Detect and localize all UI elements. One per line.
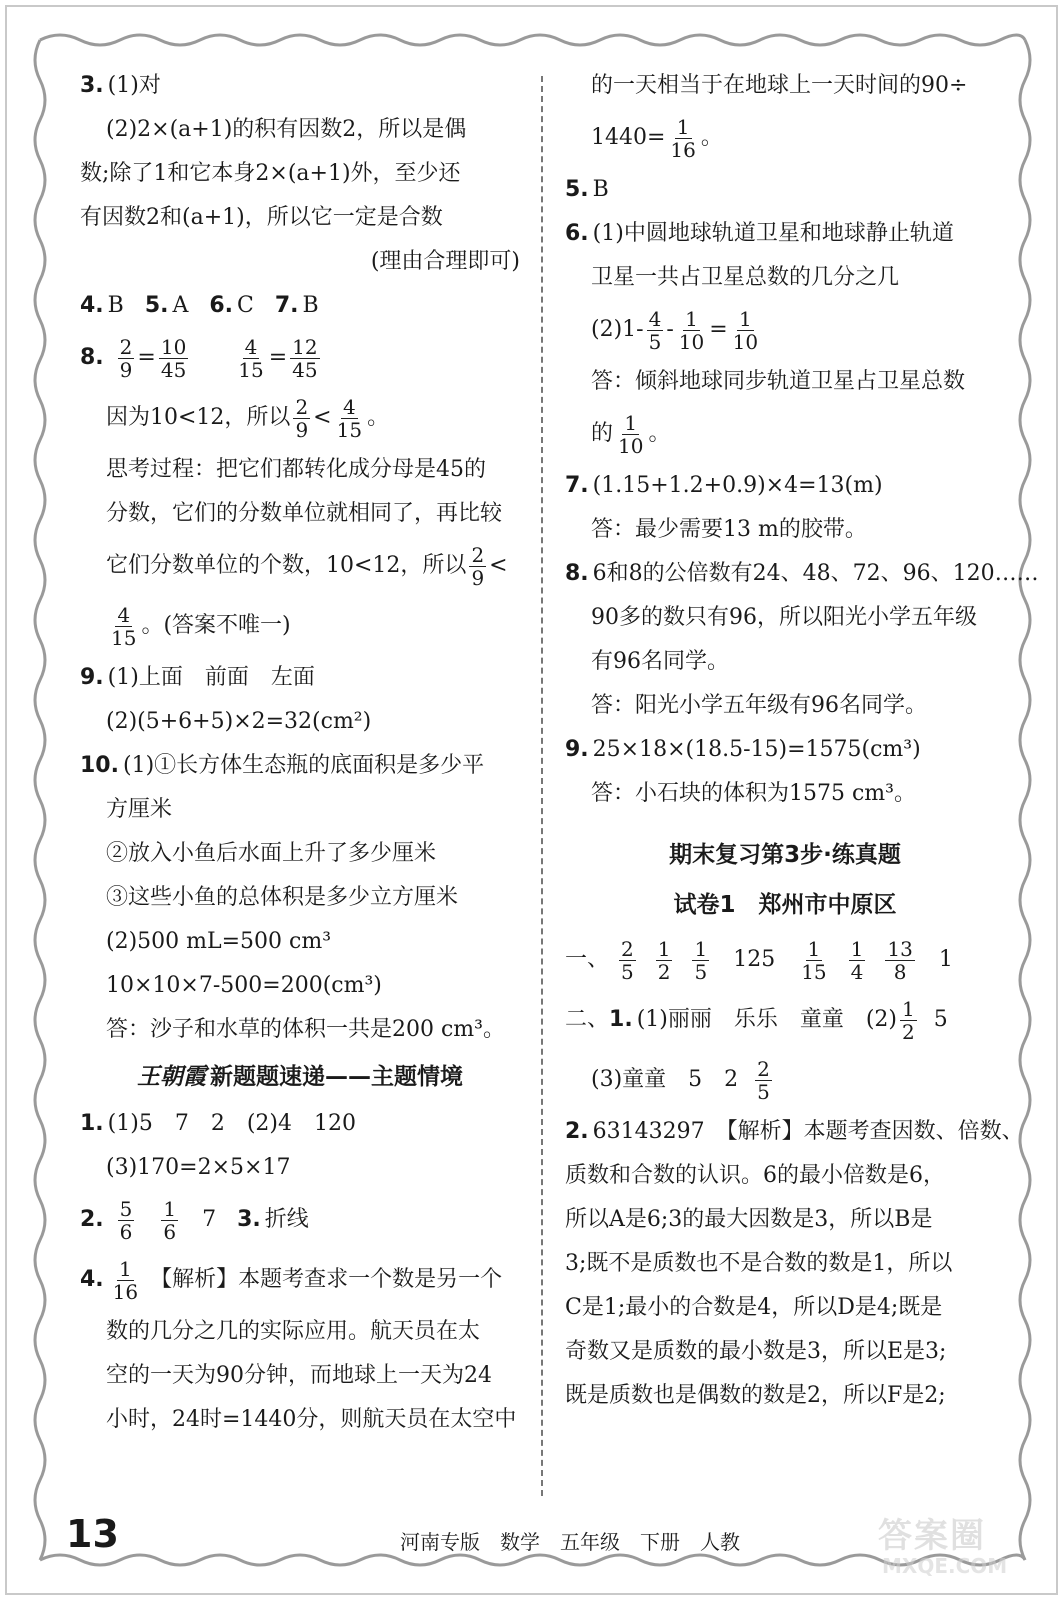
r-q6-line5: 的 $\frac{1}{10}$ 。 [591,410,671,458]
page-number: 13 [66,1512,119,1556]
q10-line6: 10×10×7-500=200(cm³) [106,973,382,998]
s2-line1: 二、1. (1)丽丽 乐乐 童童 (2) $\frac{1}{2}$ 5 [565,996,948,1044]
fraction: $\frac{1}{6}$ [163,1196,177,1244]
r-q6-line4: 答：倾斜地球同步轨道卫星占卫星总数 [591,369,966,394]
cont-line1: 的一天相当于在地球上一天时间的90÷ [591,73,968,98]
q3-line3: 数;除了1和它本身2×(a+1)外，至少还 [80,161,461,186]
review-heading: 期末复习第3步·练真题 [669,842,901,868]
n1-line2: (3)170=2×5×17 [106,1155,291,1180]
q8-line2: 因为10<12，所以 $\frac{2}{9}$ < $\frac{4}{15}$ 。 [106,394,390,442]
s2q2-line6: 奇数又是质数的最小数是3，所以E是3; [565,1339,947,1364]
fraction: $\frac{2}{5}$ [621,936,634,984]
watermark-logo: 答案圈 MXQE.COM [878,1516,1008,1578]
q10-line4: ③这些小鱼的总体积是多少立方厘米 [106,885,459,910]
fraction: $\frac{2}{9}$ [471,542,485,590]
r-q6-line3: (2)1- $\frac{4}{5}$ - $\frac{1}{10}$ = $\frac{1}{10}$ [591,306,759,354]
fraction: $\frac{5}{6}$ [119,1196,133,1244]
q8-think3: 它们分数单位的个数，10<12，所以 $\frac{2}{9}$ < [106,542,508,590]
n2-line: 2. $\frac{5}{6}$ $\frac{1}{6}$ 7 3. 折线 [80,1196,309,1244]
fraction: $\frac{2}{9}$ [295,394,309,442]
r-q9-line2: 答：小石块的体积为1575 cm³。 [591,781,916,806]
n1-line1: 1. (1)5 7 2 (2)4 120 [80,1111,356,1136]
r-q6-line1: 6. (1)中圆地球轨道卫星和地球静止轨道 [565,221,954,246]
q10-line3: ②放入小鱼后水面上升了多少厘米 [106,841,437,866]
right-column [565,64,1039,1418]
q3-line2: (2)2×(a+1)的积有因数2，所以是偶 [106,117,467,142]
mc-answers: 4. B 5. A 6. C 7. B [80,293,319,318]
s2q2-line4: 3;既不是质数也不是合数的数是1，所以 [565,1251,953,1276]
fraction: $\frac{4}{15}$ [336,394,363,442]
q10-line5: (2)500 mL=500 cm³ [106,929,332,954]
q3-note: (理由合理即可) [370,249,520,274]
fraction: $\frac{4}{15}$ [238,334,264,382]
s2q2-line5: C是1;最小的合数是4，所以D是4;既是 [565,1295,943,1320]
r-q7-line2: 答：最少需要13 m的胶带。 [591,517,867,542]
cont-line2: 1440= $\frac{1}{16}$ 。 [591,114,723,162]
q9-line1: 9. (1)上面 前面 左面 [80,665,315,690]
s2-line2: (3)童童 5 2 $\frac{2}{5}$ [591,1056,770,1104]
q3-line4: 有因数2和(a+1)，所以它一定是合数 [80,205,443,230]
fraction: $\frac{4}{5}$ [648,306,662,354]
n4-line1: 4. $\frac{1}{16}$ 【解析】本题考查求一个数是另一个 [80,1256,503,1304]
r-q8-line4: 答：阳光小学五年级有96名同学。 [591,693,927,718]
fraction: $\frac{1}{2}$ [902,996,915,1044]
fraction: $\frac{4}{15}$ [111,602,137,650]
q8-think4: $\frac{4}{15}$ 。(答案不唯一) [111,602,291,650]
section-heading: 王朝霞 新题题速递——主题情境 [137,1063,463,1090]
brand-logo: 王朝霞 [137,1063,206,1090]
s2q2-line3: 所以A是6;3的最大因数是3，所以B是 [565,1207,933,1232]
fraction: $\frac{1}{10}$ [732,306,759,354]
s1-line: 一、 $\frac{2}{5}$ $\frac{1}{2}$ $\frac{1}{5}$ 125 $\frac{1}{15}$ $\frac{1}{4}$ $\frac{13}{8}$ 1 [565,936,953,984]
fraction: $\frac{1}{16}$ [112,1256,139,1304]
q10-line7: 答：沙子和水草的体积一共是200 cm³。 [106,1017,505,1042]
fraction: $\frac{12}{45}$ [292,334,318,382]
r-q7-line1: 7. (1.15+1.2+0.9)×4=13(m) [565,473,883,498]
fraction: $\frac{1}{15}$ [801,936,827,984]
paper-heading: 试卷1 郑州市中原区 [673,892,897,918]
column-divider [541,76,543,1496]
s2q2-line1: 2. 63143297 【解析】本题考查因数、倍数、 [565,1119,1024,1144]
n4-line3: 空的一天为90分钟，而地球上一天为24 [106,1363,492,1388]
r-q8-line1: 8. 6和8的公倍数有24、48、72、96、120…… [565,561,1039,586]
n4-line4: 小时，24时=1440分，则航天员在太空中 [106,1407,517,1432]
fraction: $\frac{1}{5}$ [694,936,708,984]
n4-line2: 数的几分之几的实际应用。航天员在太 [106,1319,481,1344]
q8-think1: 思考过程：把它们都转化成分母是45的 [106,457,486,482]
fraction: $\frac{2}{9}$ [119,334,133,382]
fraction: $\frac{1}{4}$ [850,936,864,984]
fraction: $\frac{1}{16}$ [670,114,696,162]
r-q6-line2: 卫星一共占卫星总数的几分之几 [591,265,900,290]
fraction: $\frac{1}{2}$ [657,936,671,984]
q9-line2: (2)(5+6+5)×2=32(cm²) [106,709,372,734]
s2q2-line7: 既是质数也是偶数的数是2，所以F是2; [565,1383,946,1408]
fraction: $\frac{10}{45}$ [160,334,187,382]
r-q5: 5. B [565,177,609,202]
fraction: $\frac{1}{10}$ [618,410,644,458]
left-column [80,64,520,1442]
fraction: $\frac{1}{10}$ [678,306,705,354]
r-q8-line2: 90多的数只有96，所以阳光小学五年级 [591,605,977,630]
q8-think2: 分数，它们的分数单位就相同了，再比较 [106,501,503,526]
q10-line1: 10. (1)①长方体生态瓶的底面积是多少平 [80,753,485,778]
q10-line2: 方厘米 [106,797,173,822]
q8-line1: 8. $\frac{2}{9}$ = $\frac{10}{45}$ $\frac{4}{15}$ = $\frac{12}{45}$ [80,334,318,382]
q3-line1: 3. (1)对 [80,73,161,98]
s2q2-line2: 质数和合数的认识。6的最小倍数是6， [565,1163,945,1188]
r-q9-line1: 9. 25×18×(18.5-15)=1575(cm³) [565,737,921,762]
fraction: $\frac{13}{8}$ [887,936,913,984]
footer-meta: 河南专版 数学 五年级 下册 人教 [400,1530,740,1554]
r-q8-line3: 有96名同学。 [591,649,729,674]
fraction: $\frac{2}{5}$ [757,1056,770,1104]
